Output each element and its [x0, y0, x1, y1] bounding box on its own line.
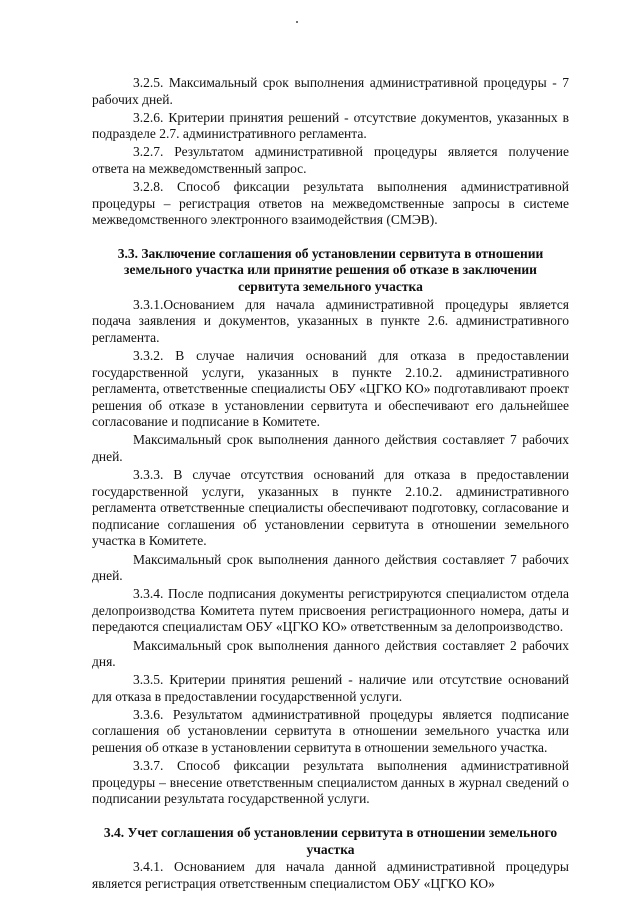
paragraph-3-2-8: 3.2.8. Способ фиксации результата выполнения административной процедуры – регистрация ответов на межведомственные запросы в системе межведомственного электронного взаимодействия (СМЭВ). [92, 179, 569, 228]
section-heading-3-3-block [92, 246, 569, 296]
paragraph-3-3-7: 3.3.7. Способ фиксации результата выполнения административной процедуры – внесение ответственным специалистом данных в журнал сведений о подписании результата государственной услуги. [92, 758, 569, 807]
paragraph-3-4-1: 3.4.1. Основанием для начала данной административной процедуры является регистрация ответственным специалистом ОБУ «ЦГКО КО» [92, 859, 569, 891]
paragraph-max-term-2: Максимальный срок выполнения данного действия составляет 7 рабочих дней. [92, 551, 569, 584]
paragraph-max-term-3: Максимальный срок выполнения данного действия составляет 2 рабочих дня. [92, 637, 569, 670]
paragraph-3-3-3: 3.3.3. В случае отсутствия оснований для отказа в предоставлении государственной услуги, указанных в пункте 2.10.2. административного регламента ответственные специалисты обеспечивают подготовку, согласование и подписание соглашения об установлении сервитута в отношении земельного участка в Комитете. [92, 467, 569, 549]
paragraph-3-3-1: 3.3.1.Основанием для начала административной процедуры является подача заявления и документов, указанных в пункте 2.6. административного регламента. [92, 296, 569, 345]
paragraph-3-3-5: 3.3.5. Критерии принятия решений - наличие или отсутствие оснований для отказа в предоставлении государственной услуги. [92, 672, 569, 704]
section-heading-3-4-block [92, 825, 569, 858]
paragraph-3-3-2: 3.3.2. В случае наличия оснований для отказа в предоставлении государственной услуги, указанных в пункте 2.10.2. административного регламента, ответственные специалисты ОБУ «ЦГКО КО» подготавливают проект решения об отказе в установлении сервитута и обеспечивают его дальнейшее согласование и подписание в Комитете. [92, 347, 569, 430]
paragraph-3-2-6: 3.2.6. Критерии принятия решений - отсутствие документов, указанных в подразделе 2.7. административного регламента. [92, 109, 569, 142]
scan-speck [296, 21, 298, 23]
paragraph-3-2-7: 3.2.7. Результатом административной процедуры является получение ответа на межведомственный запрос. [92, 144, 569, 176]
paragraph-3-3-4: 3.3.4. После подписания документы регистрируются специалистом отдела делопроизводства Комитета путем присвоения регистрационного номера, даты и передаются специалистам ОБУ «ЦГКО КО» ответственным за делопроизводство. [92, 586, 569, 635]
section-heading-3-4: 3.4. Учет соглашения об установлении сервитута в отношении земельного участка [103, 824, 558, 857]
paragraph-max-term-1: Максимальный срок выполнения данного действия составляет 7 рабочих дней. [92, 432, 569, 464]
paragraph-3-2-5: 3.2.5. Максимальный срок выполнения административной процедуры - 7 рабочих дней. [92, 75, 569, 107]
section-heading-3-3: 3.3. Заключение соглашения об установлении сервитута в отношении земельного участка или принятие решения об отказе в заключении сервитута земельного участка [117, 245, 544, 295]
document-body [92, 75, 569, 894]
paragraph-3-3-6: 3.3.6. Результатом административной процедуры является подписание соглашения об установлении сервитута в отношении земельного участка или решения об отказе в установлении сервитута в отношении земельного участка. [92, 706, 569, 756]
